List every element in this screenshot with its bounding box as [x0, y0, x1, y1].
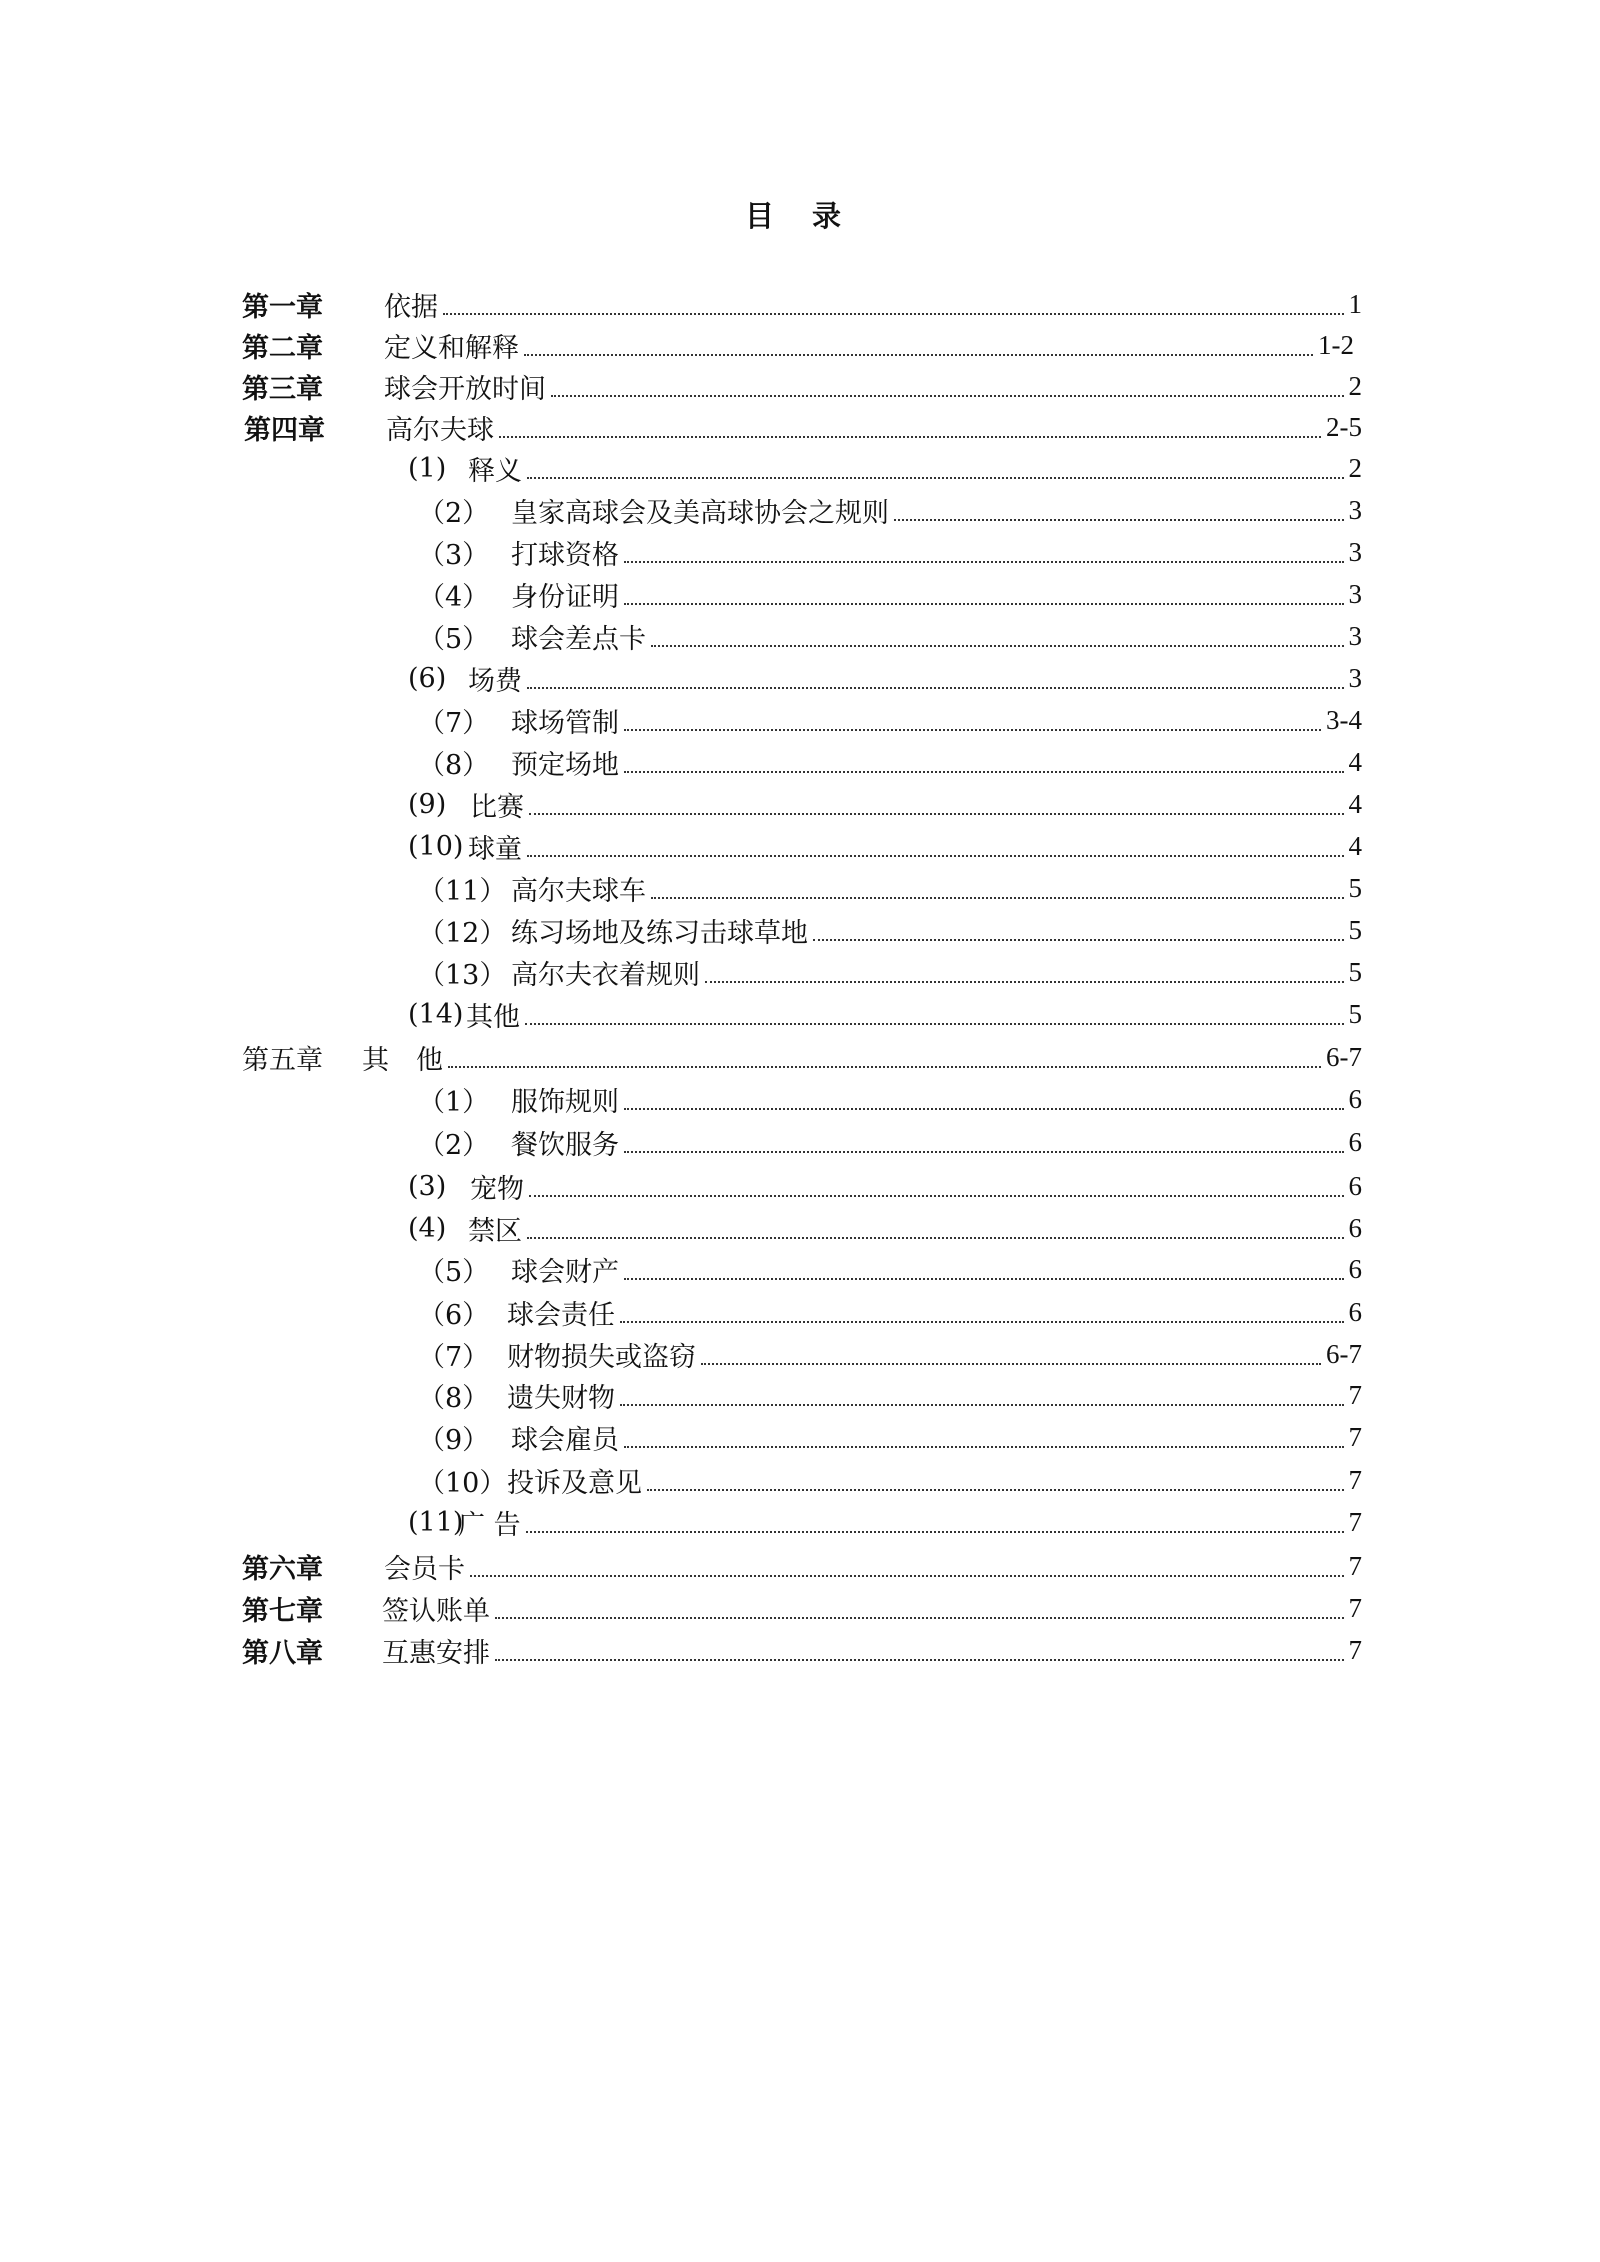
page-number: 6	[1348, 1083, 1362, 1114]
item-number: （9）	[418, 1424, 490, 1456]
page-number: 4	[1348, 746, 1362, 777]
page-number: 5	[1348, 914, 1362, 945]
chapter-label: 第四章	[244, 414, 325, 446]
toc-subentry[interactable]	[418, 1079, 1362, 1119]
chapter-label: 第七章	[242, 1595, 323, 1627]
item-title: 高尔夫衣着规则	[511, 959, 700, 991]
toc-entry-chapter-5[interactable]	[242, 1037, 1362, 1077]
item-title: 球会雇员	[511, 1424, 619, 1456]
item-number: (6)	[408, 662, 447, 694]
toc-subentry[interactable]	[408, 1502, 1362, 1542]
page-number: 7	[1348, 1379, 1362, 1410]
toc-entry-chapter-1[interactable]	[242, 284, 1362, 324]
chapter-title: 互惠安排	[382, 1637, 490, 1669]
dot-leader	[527, 1237, 1344, 1239]
dot-leader	[651, 897, 1344, 899]
toc-entry-chapter-8[interactable]	[242, 1630, 1362, 1670]
toc-subentry[interactable]	[418, 1375, 1362, 1415]
toc-subentry[interactable]	[408, 1208, 1362, 1248]
item-number: （10）	[418, 1467, 507, 1499]
dot-leader	[624, 603, 1344, 605]
item-title: 高尔夫球车	[511, 875, 646, 907]
dot-leader	[470, 1575, 1344, 1577]
dot-leader	[624, 771, 1344, 773]
toc-subentry[interactable]	[418, 910, 1362, 950]
page-number: 5	[1348, 998, 1362, 1029]
chapter-title: 球会开放时间	[384, 373, 546, 405]
item-title: 广 告	[458, 1509, 521, 1541]
toc-subentry[interactable]	[408, 826, 1362, 866]
toc-subentry[interactable]	[418, 868, 1362, 908]
item-title: 球会差点卡	[511, 623, 646, 655]
page-number: 4	[1348, 830, 1362, 861]
dot-leader	[495, 1659, 1344, 1661]
page-number: 2	[1348, 370, 1362, 401]
chapter-label: 第五章	[242, 1044, 323, 1076]
item-number: （12）	[418, 917, 507, 949]
item-title: 球童	[468, 833, 522, 865]
item-number: （5）	[418, 1256, 490, 1288]
dot-leader	[894, 519, 1344, 521]
dot-leader	[624, 1151, 1344, 1153]
page-number: 7	[1348, 1634, 1362, 1665]
item-number: (3)	[408, 1170, 447, 1202]
item-number: （7）	[418, 707, 490, 739]
dot-leader	[529, 1195, 1344, 1197]
page-number: 3-4	[1326, 704, 1362, 735]
dot-leader	[443, 313, 1344, 315]
dot-leader	[527, 855, 1344, 857]
dot-leader	[529, 813, 1344, 815]
page-number: 6	[1348, 1296, 1362, 1327]
item-title: 服饰规则	[511, 1086, 619, 1118]
chapter-label: 第二章	[242, 332, 323, 364]
page-number: 3	[1348, 662, 1362, 693]
item-title: 预定场地	[511, 749, 619, 781]
toc-subentry[interactable]	[408, 658, 1362, 698]
dot-leader	[701, 1363, 1321, 1365]
page-number: 5	[1348, 872, 1362, 903]
chapter-label: 第三章	[242, 373, 323, 405]
toc-subentry[interactable]	[418, 1334, 1362, 1374]
item-title: 球会责任	[507, 1299, 615, 1331]
page-number: 6-7	[1326, 1041, 1362, 1072]
toc-subentry[interactable]	[418, 1292, 1362, 1332]
toc-entry-chapter-6[interactable]	[242, 1546, 1362, 1586]
page-number: 6	[1348, 1253, 1362, 1284]
page-number: 7	[1348, 1464, 1362, 1495]
item-number: (4)	[408, 1212, 447, 1244]
chapter-title: 定义和解释	[384, 332, 519, 364]
item-title: 打球资格	[511, 539, 619, 571]
item-number: （8）	[418, 1382, 490, 1414]
item-number: （13）	[418, 959, 507, 991]
dot-leader	[624, 1278, 1344, 1280]
toc-subentry[interactable]	[418, 490, 1362, 530]
page-number: 7	[1348, 1550, 1362, 1581]
item-number: (10)	[408, 830, 464, 862]
dot-leader	[524, 354, 1313, 356]
toc-subentry[interactable]	[418, 1249, 1362, 1289]
chapter-title: 其 他	[362, 1044, 443, 1076]
item-title: 禁区	[468, 1215, 522, 1247]
toc-subentry[interactable]	[408, 784, 1362, 824]
item-title: 练习场地及练习击球草地	[511, 917, 808, 949]
item-number: (1)	[408, 452, 447, 484]
toc-subentry[interactable]	[418, 1122, 1362, 1162]
dot-leader	[624, 729, 1321, 731]
page-number: 2	[1348, 452, 1362, 483]
dot-leader	[624, 1108, 1344, 1110]
item-title: 身份证明	[511, 581, 619, 613]
toc-subentry[interactable]	[418, 742, 1362, 782]
item-title: 球会财产	[511, 1256, 619, 1288]
dot-leader	[551, 395, 1344, 397]
dot-leader	[647, 1489, 1344, 1491]
dot-leader	[495, 1617, 1344, 1619]
item-number: （8）	[418, 749, 490, 781]
page-number: 3	[1348, 620, 1362, 651]
chapter-label: 第一章	[242, 291, 323, 323]
chapter-title: 依据	[384, 291, 438, 323]
chapter-title: 签认账单	[382, 1595, 490, 1627]
item-title: 球场管制	[511, 707, 619, 739]
page-number: 2-5	[1326, 411, 1362, 442]
toc-title: 目 录	[744, 199, 856, 233]
page-number: 3	[1348, 536, 1362, 567]
page-number: 6-7	[1326, 1338, 1362, 1369]
item-number: (9)	[408, 788, 447, 820]
dot-leader	[624, 561, 1344, 563]
toc-entry-chapter-7[interactable]	[242, 1588, 1362, 1628]
dot-leader	[651, 645, 1344, 647]
page-number: 5	[1348, 956, 1362, 987]
page-number: 1-2	[1318, 329, 1354, 360]
item-title: 其他	[466, 1001, 520, 1033]
chapter-label: 第八章	[242, 1637, 323, 1669]
toc-entry-chapter-4[interactable]	[244, 407, 1362, 447]
page-number: 6	[1348, 1126, 1362, 1157]
dot-leader	[527, 687, 1344, 689]
dot-leader	[624, 1446, 1344, 1448]
chapter-title: 会员卡	[384, 1553, 465, 1585]
toc-subentry[interactable]	[408, 994, 1362, 1034]
item-number: （1）	[418, 1086, 490, 1118]
dot-leader	[448, 1066, 1321, 1068]
page-number: 3	[1348, 494, 1362, 525]
toc-subentry[interactable]	[418, 1417, 1362, 1457]
toc-entry-chapter-2[interactable]	[242, 325, 1354, 365]
page-number: 3	[1348, 578, 1362, 609]
item-title: 释义	[468, 455, 522, 487]
item-number: (14)	[408, 998, 464, 1030]
toc-subentry[interactable]	[418, 616, 1362, 656]
dot-leader	[620, 1321, 1344, 1323]
item-number: （6）	[418, 1299, 490, 1331]
toc-subentry[interactable]	[418, 574, 1362, 614]
chapter-label: 第六章	[242, 1553, 323, 1585]
toc-subentry[interactable]	[418, 700, 1362, 740]
dot-leader	[499, 436, 1321, 438]
item-title: 比赛	[470, 791, 524, 823]
dot-leader	[527, 477, 1344, 479]
dot-leader	[705, 981, 1344, 983]
toc-entry-chapter-3[interactable]	[242, 366, 1362, 406]
item-number: （5）	[418, 623, 490, 655]
page-number: 4	[1348, 788, 1362, 819]
item-number: （2）	[418, 1129, 490, 1161]
item-number: （4）	[418, 581, 490, 613]
item-title: 遗失财物	[507, 1382, 615, 1414]
item-number: （11）	[418, 875, 507, 907]
dot-leader	[526, 1531, 1344, 1533]
page-number: 7	[1348, 1506, 1362, 1537]
item-title: 餐饮服务	[511, 1129, 619, 1161]
item-number: （3）	[418, 539, 490, 571]
dot-leader	[620, 1404, 1344, 1406]
page-number: 7	[1348, 1421, 1362, 1452]
item-title: 场费	[468, 665, 522, 697]
page-number: 6	[1348, 1170, 1362, 1201]
item-number: （7）	[418, 1341, 490, 1373]
toc-subentry[interactable]	[418, 952, 1362, 992]
toc-subentry[interactable]	[418, 532, 1362, 572]
item-title: 皇家高球会及美高球协会之规则	[511, 497, 889, 529]
item-title: 财物损失或盗窃	[507, 1341, 696, 1373]
item-number: (11)	[408, 1506, 464, 1538]
toc-subentry[interactable]	[408, 448, 1362, 488]
item-title: 宠物	[470, 1173, 524, 1205]
dot-leader	[525, 1023, 1344, 1025]
item-title: 投诉及意见	[507, 1467, 642, 1499]
page-number: 6	[1348, 1212, 1362, 1243]
item-number: （2）	[418, 497, 490, 529]
chapter-title: 高尔夫球	[386, 414, 494, 446]
page-number: 7	[1348, 1592, 1362, 1623]
toc-subentry[interactable]	[408, 1166, 1362, 1206]
page-number: 1	[1348, 288, 1362, 319]
toc-subentry[interactable]	[418, 1460, 1362, 1500]
dot-leader	[813, 939, 1344, 941]
